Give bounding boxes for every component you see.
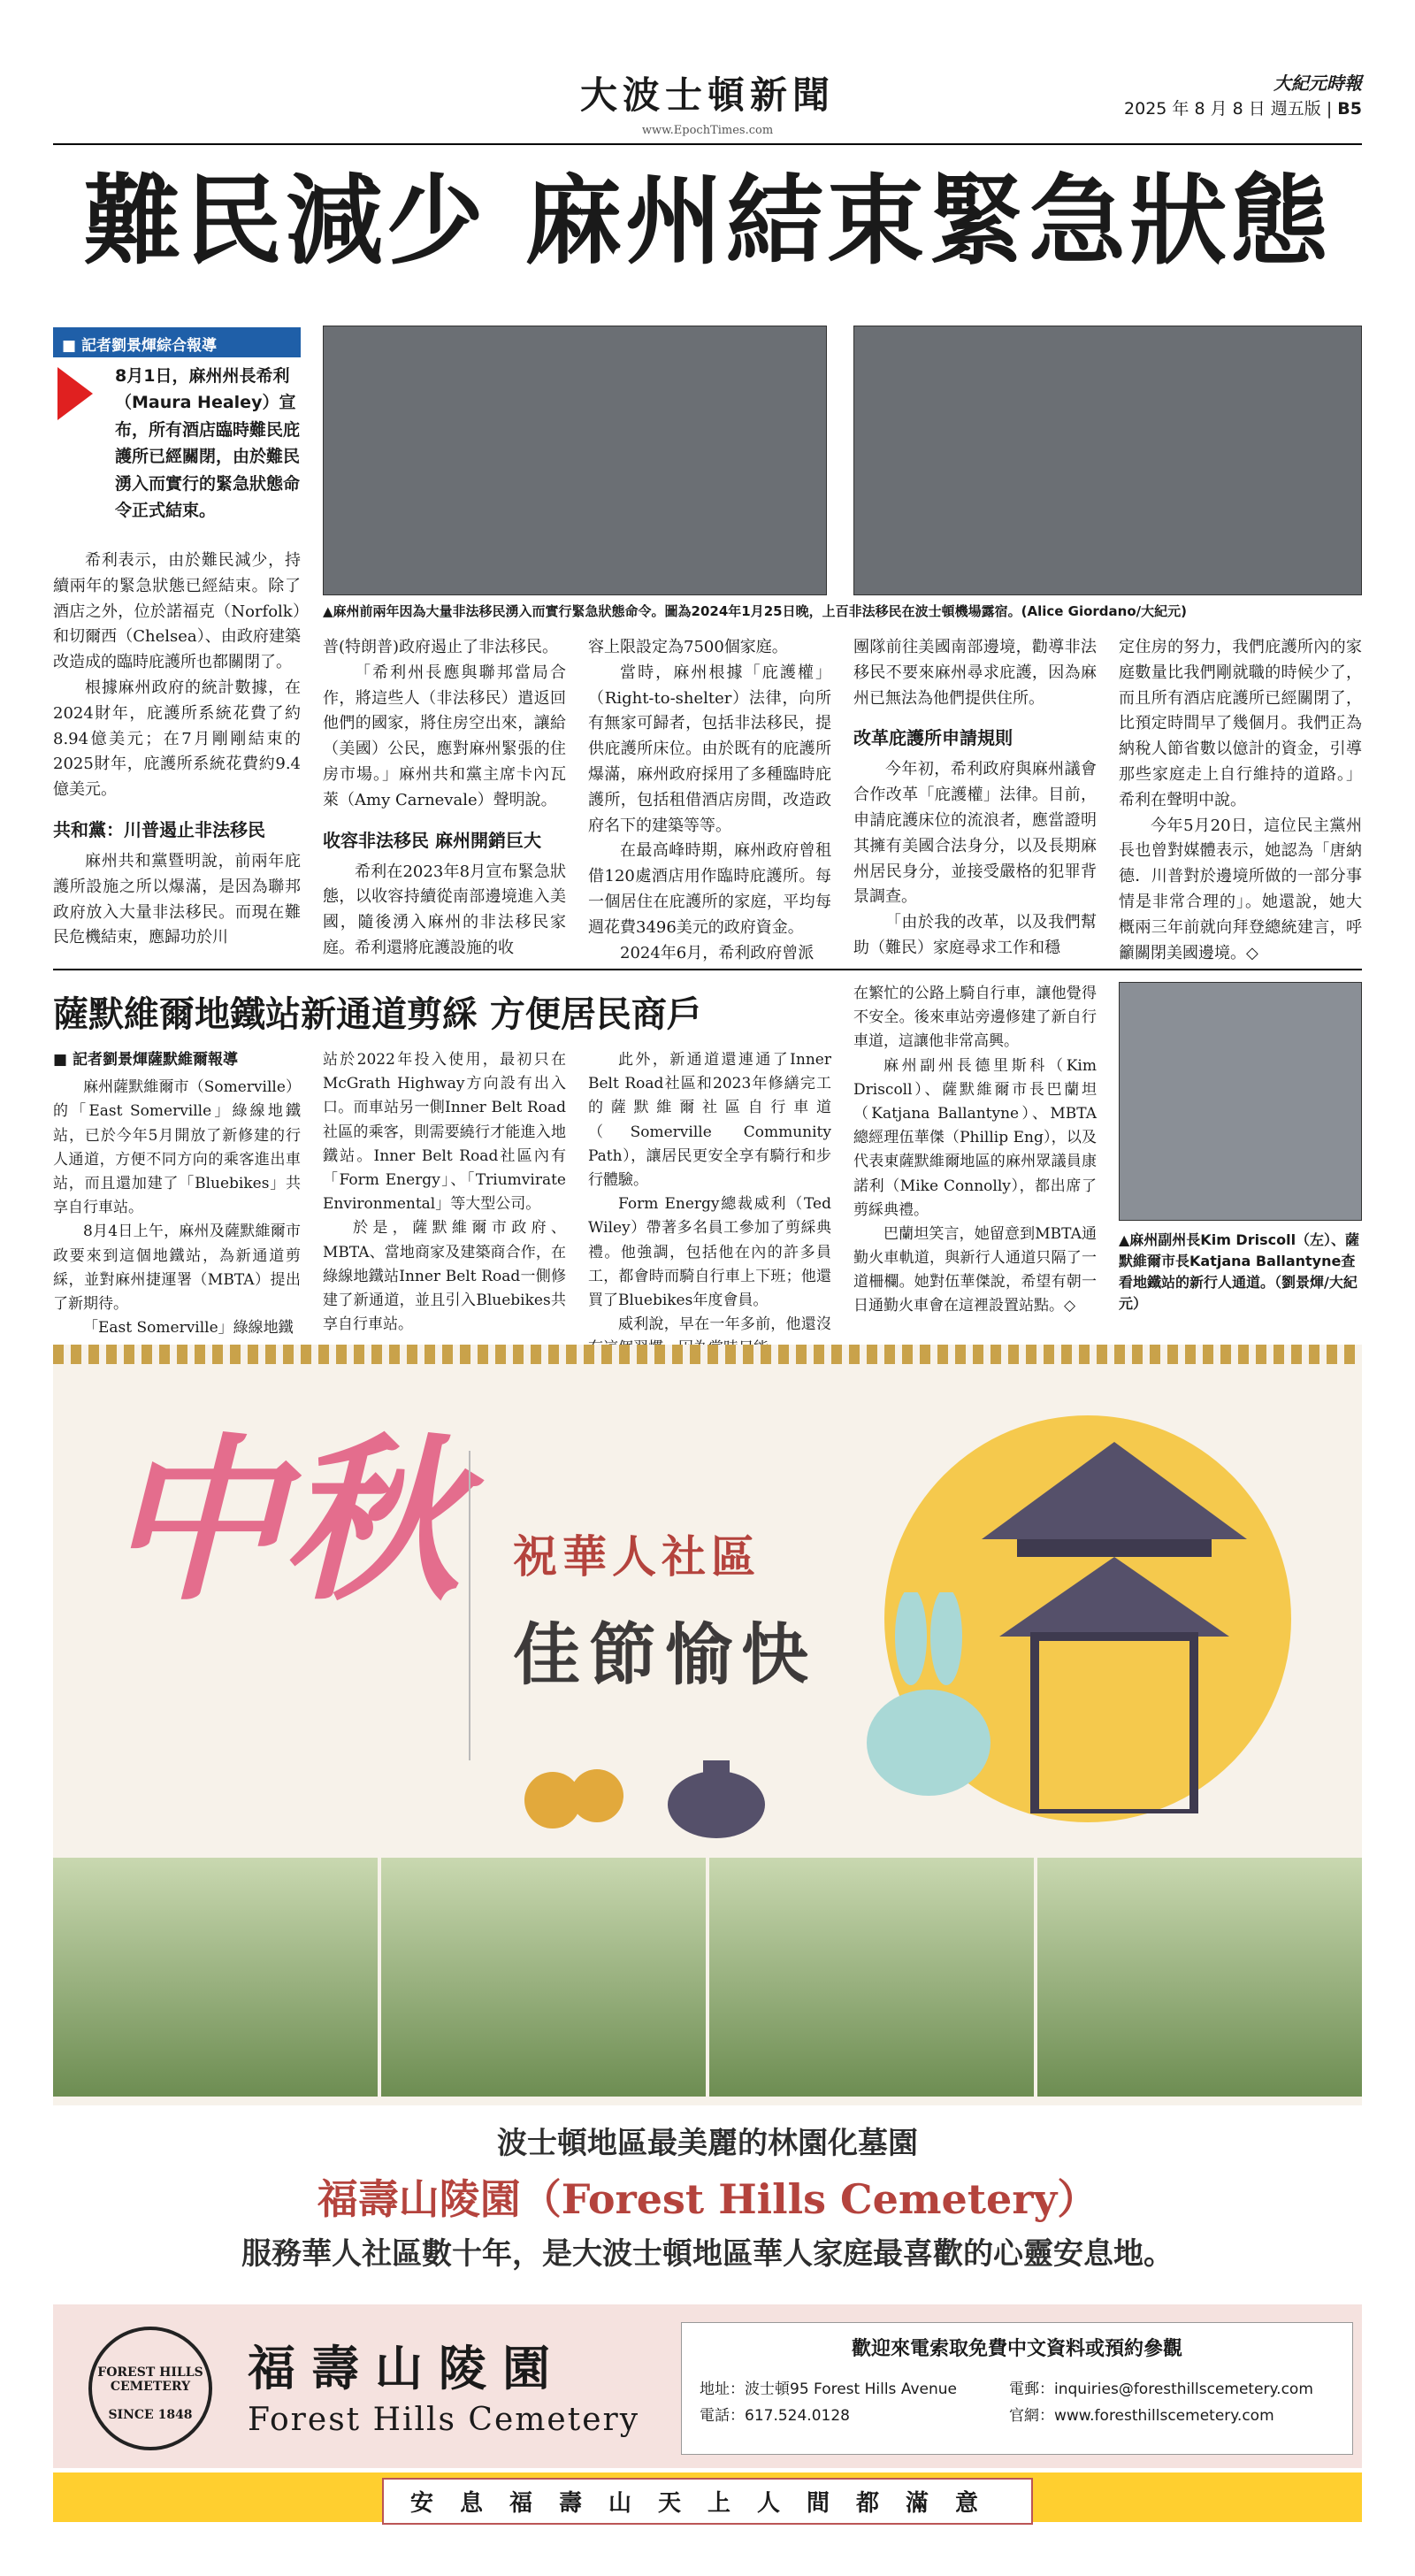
story2-col3: 此外，新通道還連通了Inner Belt Road社區和2023年修繕完工的薩默維爾社區自行車道（Somerville Community Path），讓居民更安全享有騎行和步行體驗。 Form Energy總裁威利（Ted Wiley）帶著多名員工參加了剪綵典禮。他強調，包括他在內的許多員工，都會時而騎自行車上下班；他還買了Bluebikes年度會員。 威利說，早在一年多前，他還沒: [588, 1051, 831, 1334]
ad-tagline: 波士頓地區最美麗的林園化墓園: [497, 2126, 918, 2161]
issue-date: 2025 年 8 月 8 日 週五版 | B5: [1124, 99, 1362, 119]
ad-top-border: [53, 1345, 1362, 1364]
cemetery-photos: [53, 1858, 1362, 2097]
ad-cemetery-name: 福壽山陵園（Forest Hills Cemetery）: [317, 2175, 1098, 2223]
story1-byline: ■ 記者劉景煇綜合報導: [53, 327, 301, 357]
site-url[interactable]: www.EpochTimes.com: [641, 124, 774, 137]
mooncake-icon: [517, 1760, 632, 1840]
card-english-name: Forest Hills Cemetery: [248, 2402, 640, 2438]
cemetery-seal: FOREST HILLS CEMETERY SINCE 1848: [88, 2327, 212, 2450]
story1-col1: 希利表示，由於難民減少，持續兩年的緊急狀態已經結束。除了酒店之外，位於諾福克（Norfolk）和切爾西（Chelsea）、由政府建築改造成的臨時庇護所也都關閉了。 根據麻州政府的統計數據，在2024財年，庇護所系統花費了約8.94億美元；在7月剛剛結束的2025財年，庇護所系統花費約9.4億美元。 共和黨：川普遏止非法移民 麻州共和黨暨明說，前兩年庇護所設施之所以爆滿，是因為聯邦政府放入大量非法移民。而現在難民危機結束，應歸功於川: [53, 551, 301, 947]
story2-caption: ▲麻州副州長Kim Driscoll（左）、薩默維爾市長Katjana Ballantyne查看地鐵站的新行人通道。（劉景煇/大紀元）: [1119, 1231, 1360, 1312]
contact-title: 歡迎來電索取免費中文資料或預約參觀: [851, 2337, 1182, 2360]
story1-caption: ▲麻州前兩年因為大量非法移民湧入而實行緊急狀態命令。圖為2024年1月25日晚，上百非法移民在波士頓機場露宿。(Alice Giordano/大紀元): [323, 603, 1187, 619]
story1-col2: 普(特朗普)政府遏止了非法移民。 「希利州長應與聯邦當局合作，將這些人（非法移民）遣返回他們的國家，將住房空出來，讓給（美國）公民，應對麻州緊張的住房市場。」麻州共和黨主席卡內瓦萊（Amy Carnevale）聲明說。 收容非法移民 麻州開銷巨大 希利在2023年8月宣布緊急狀態，以收容持續從南部邊境進入美國，隨後湧入麻州的非法移民家庭。希利還將庇護設施的收: [323, 638, 566, 957]
contact-email[interactable]: 電郵：inquiries@foresthillscemetery.com: [1009, 2380, 1313, 2398]
mid-autumn-calligraphy: 中秋: [106, 1417, 461, 1625]
contact-address: 地址：波士頓95 Forest Hills Avenue: [700, 2380, 957, 2398]
story1-lead: 8月1日，麻州州長希利（Maura Healey）宣布，所有酒店臨時難民庇護所已經關閉，由於難民湧入而實行的緊急狀態命令正式結束。: [53, 363, 301, 531]
bottom-banner: [53, 2472, 1362, 2522]
contact-box: [681, 2322, 1353, 2455]
contact-website[interactable]: 官網：www.foresthillscemetery.com: [1009, 2407, 1274, 2425]
main-headline: 難民減少 麻州結束緊急狀態: [83, 165, 1332, 278]
story2-col4: 在繁忙的公路上騎自行車，讓他覺得不安全。後來車站旁邊修建了新自行車道，這讓他非常高興。 麻州副州長德里斯科（Kim Driscoll）、薩默維爾市長巴蘭坦（Katjana Ballantyne）、MBTA總經理伍華傑（Phillip Eng），以及代表東薩默維爾地區的麻州眾議員康諾利（Mike Connolly），都出席了剪綵典禮。 巴蘭坦笑言，她留意到MBTA通勤火車軌道，與新行人通道只隔了一道柵欄。她對伍華傑說，希望有朝一日通勤火車會在這裡設置站點。◇: [853, 985, 1097, 1315]
contact-phone[interactable]: 電話：617.524.0128: [700, 2407, 850, 2425]
story1-col4: 團隊前往美國南部邊境，勸導非法移民不要來麻州尋求庇護，因為麻州已無法為他們提供住所。 改革庇護所申請規則 今年初，希利政府與麻州議會合作改革「庇護權」法律。目前，申請庇護床位的流浪者，應當證明其擁有美國合法身分，以及長期麻州居民身分，並接受嚴格的犯罪背景調查。 「由於我的改革，以及我們幫助（難民）家庭尋求工作和穩: [853, 638, 1097, 957]
ad-service-line: 服務華人社區數十年，是大波士頓地區華人家庭最喜歡的心靈安息地。: [241, 2236, 1174, 2272]
story2-col1: ■ 記者劉景煇薩默維爾報導 麻州薩默維爾市（Somerville）的「East Somerville」綠線地鐵站，已於今年5月開放了新修建的行人通道，方便不同方向的乘客進出車站，而且還加建了「Bluebikes」共享自行車站。 8月4日上午，麻州及薩默維爾市政要來到這個地鐵站，為新通道剪綵，並對麻州捷運署（MBTA）提出了新期待。 「East Somerville」綠線地鐵: [53, 1051, 301, 1338]
airport-photo-1: [323, 326, 827, 595]
ad-divider: [469, 1451, 470, 1760]
rabbit-icon: [849, 1592, 1008, 1805]
red-arrow-icon: [57, 367, 93, 420]
story1-col3: 容上限設定為7500個家庭。 當時，麻州根據「庇護權」（Right-to-shelter）法律，向所有無家可歸者，包括非法移民，提供庇護所床位。由於既有的庇護所爆滿，麻州政府採用了多種臨時庇護所，包括租借酒店房間，改造政府名下的建築等等。 在最高峰時期，麻州政府曾租借120處酒店用作臨時庇護所。每一個居住在庇護所的家庭，平均每週花費3496美元的政府資金。 2024年6月，希利政府曾派: [588, 638, 831, 962]
section-title: 大波士頓新聞: [579, 73, 835, 117]
cemetery-card: [53, 2304, 1362, 2468]
greeting-line2: 佳節愉快: [513, 1615, 817, 1694]
story2-headline: 薩默維爾地鐵站新通道剪綵 方便居民商戶: [53, 994, 702, 1035]
mid-autumn-ad: [53, 1345, 1362, 2105]
cemetery-photo-3: [709, 1858, 1034, 2097]
masthead: [53, 62, 1362, 146]
pavilion-icon: [982, 1442, 1247, 1813]
masthead-rule: [53, 143, 1362, 145]
cemetery-photo-1: [53, 1858, 378, 2097]
cemetery-photo-4: [1037, 1858, 1362, 2097]
teapot-icon: [654, 1743, 796, 1840]
ribbon-photo: [1119, 982, 1362, 1221]
airport-photo-2: [853, 326, 1362, 595]
story1-col5: 定住房的努力，我們庇護所內的家庭數量比我們剛就職的時候少了，而且所有酒店庇護所已經關閉了，比預定時間早了幾個月。我們正為納稅人節省數以億計的資金，引導那些家庭走上自行維持的道路。」希利在聲明中說。 今年5月20日，這位民主黨州長也曾對媒體表示，她認為「唐納德．川普對於邊境所做的一部分事情是非常合理的」。她還說，她大概兩三年前就向拜登總統建言，呼籲關閉美國邊境。◇: [1119, 638, 1362, 962]
greeting-line1: 祝華人社區: [513, 1530, 761, 1583]
section-divider: [53, 969, 1362, 970]
card-chinese-name: 福壽山陵園: [248, 2340, 566, 2396]
cemetery-photo-2: [381, 1858, 706, 2097]
newspaper-logo: 大紀元時報: [1274, 73, 1362, 94]
banner-text: 安息福壽山天上人間都滿意: [382, 2478, 1033, 2525]
story2-col2: 站於2022年投入使用，最初只在McGrath Highway方向設有出入口。而車站另一側Inner Belt Road社區的乘客，則需要繞行才能進入地鐵站。Inner Belt Road社區內有「Form Energy」、「Triumvirate Environmental」等大型公司。 於是，薩默維爾市政府、MBTA、當地商家及建築商合作，在綠線地鐵站Inner Belt Road一側修建了新通道，並且引入Bluebikes共享自行車站。: [323, 1051, 566, 1334]
